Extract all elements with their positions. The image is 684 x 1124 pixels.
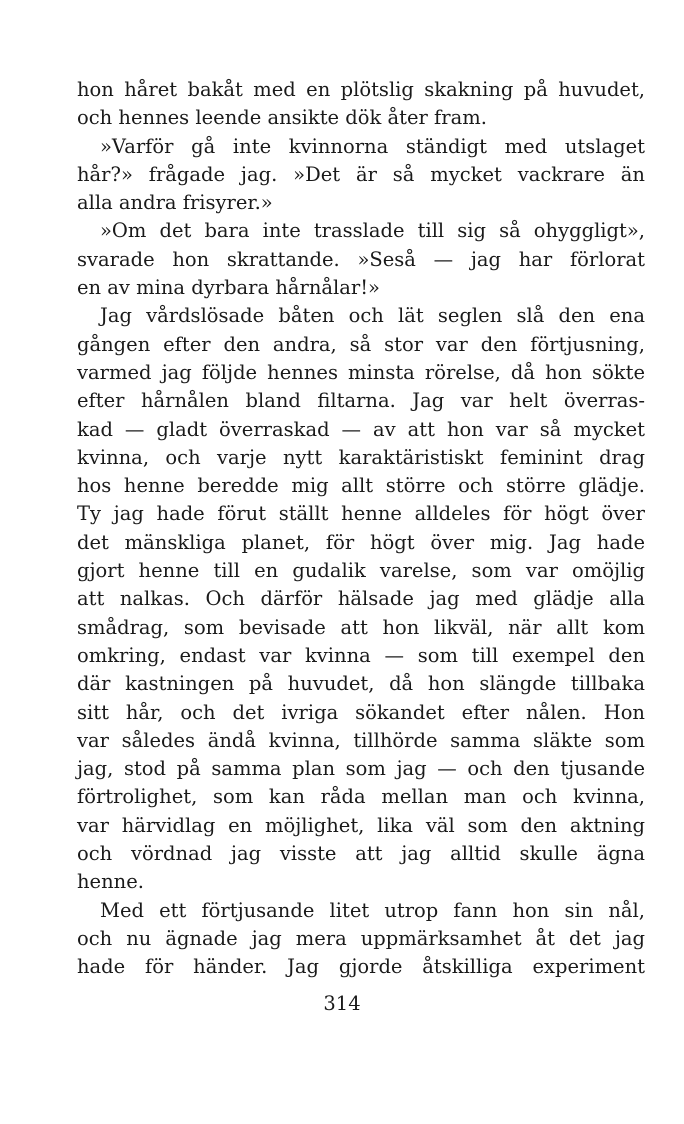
text-line: hon håret bakåt med en plötslig skakning på huvudet,	[77, 78, 645, 101]
text-line: kvinna, och varje nytt karaktäristiskt feminint drag	[77, 445, 645, 469]
text-line: »Om det bara inte trasslade till sig så ohyggligt»,	[100, 219, 645, 243]
text-line: en av mina dyrbara hårnålar!»	[77, 276, 380, 300]
text-line: och nu ägnade jag mera uppmärksamhet åt det jag	[77, 926, 645, 950]
text-line: hår?» frågade jag. »Det är så mycket vackrare än	[77, 162, 645, 186]
text-line: där kastningen på huvudet, då hon slängde tillbaka	[77, 672, 645, 696]
text-line: Jag vårdslösade båten och lät seglen slå den ena	[100, 304, 645, 328]
text-line: jag, stod på samma plan som jag — och den tjusande	[77, 757, 645, 781]
page-number: 314	[323, 992, 361, 1015]
text-line: det mänskliga planet, för högt över mig. Jag hade	[77, 530, 645, 554]
text-line: henne.	[77, 870, 144, 894]
text-line: smådrag, som bevisade att hon likväl, när allt kom	[77, 615, 645, 639]
text-line: kad — gladt överraskad — av att hon var så mycket	[77, 417, 645, 441]
text-line: efter hårnålen bland filtarna. Jag var helt överras-	[77, 389, 645, 413]
text-line: att nalkas. Och därför hälsade jag med glädje alla	[77, 587, 645, 611]
text-line: gången efter den andra, så stor var den förtjusning,	[77, 332, 645, 356]
text-line: sitt hår, och det ivriga sökandet efter nålen. Hon	[77, 700, 645, 724]
text-line: svarade hon skrattande. »Seså — jag har förlorat	[77, 247, 645, 271]
text-line: Ty jag hade förut ställt henne alldeles för högt över	[77, 502, 645, 526]
text-line: alla andra frisyrer.»	[77, 191, 273, 215]
text-line: omkring, endast var kvinna — som till exempel den	[77, 643, 645, 667]
text-line: »Varför gå inte kvinnorna ständigt med utslaget	[100, 134, 645, 158]
text-line: gjort henne till en gudalik varelse, som var omöjlig	[77, 559, 645, 583]
text-line: hos henne beredde mig allt större och större glädje.	[77, 474, 645, 498]
text-line: var härvidlag en möjlighet, lika väl som den aktning	[77, 813, 645, 837]
text-line: och hennes leende ansikte dök åter fram.	[77, 106, 487, 130]
text-line: varmed jag följde hennes minsta rörelse, då hon sökte	[77, 360, 645, 384]
text-line: var således ändå kvinna, tillhörde samma släkte som	[77, 728, 645, 752]
text-line: förtrolighet, som kan råda mellan man och kvinna,	[77, 785, 645, 809]
text-line: Med ett förtjusande litet utrop fann hon sin nål,	[100, 898, 645, 922]
text-line: hade för händer. Jag gjorde åtskilliga experiment	[77, 955, 645, 979]
page-text	[77, 76, 645, 982]
text-line: och vördnad jag visste att jag alltid skulle ägna	[77, 842, 645, 866]
